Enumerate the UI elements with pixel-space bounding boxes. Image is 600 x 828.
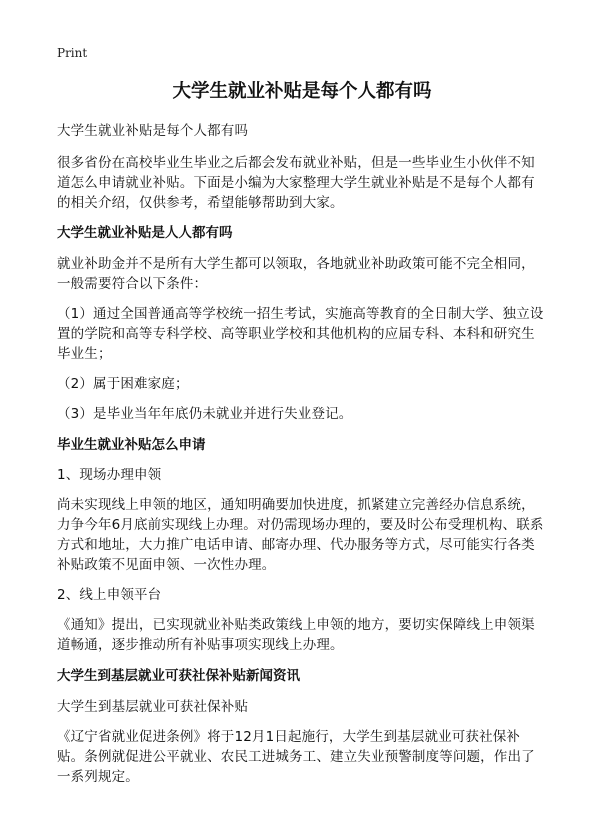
section-heading-application: 毕业生就业补贴怎么申请 [57, 437, 206, 453]
condition-item-1: （1）通过全国普通高等学校统一招生考试，实施高等教育的全日制大学、独立设置的学院和高等专科学校、高等职业学校和其他机构的应届专科、本科和研究生毕业生； [57, 306, 544, 362]
section-heading-news: 大学生到基层就业可获社保补贴新闻资讯 [57, 668, 300, 684]
news-paragraph: 《辽宁省就业促进条例》将于12月1日起施行，大学生到基层就业可获社保补贴。条例就促进公平就业、农民工进城务工、建立失业预警制度等问题，作出了一系列规定。 [57, 729, 535, 785]
intro-paragraph: 很多省份在高校毕业生毕业之后都会发布就业补贴，但是一些毕业生小伙伴不知道怎么申请就业补贴。下面是小编为大家整理大学生就业补贴是不是每个人都有的相关介绍，仅供参考，希望能够帮助到大家。 [57, 155, 535, 211]
condition-item-3: （3）是毕业当年年底仍未就业并进行失业登记。 [57, 406, 353, 422]
method-1-paragraph: 尚未实现线上申领的地区，通知明确要加快进度，抓紧建立完善经办信息系统，力争今年6月底前实现线上办理。对仍需现场办理的，要及时公布受理机构、联系方式和地址，大力推广电话申请、邮寄办理、代办服务等方式，尽可能实行各类补贴政策不见面申领、一次性办理。 [57, 497, 544, 573]
method-2-paragraph: 《通知》提出，已实现就业补贴类政策线上申领的地方，要切实保障线上申领渠道畅通，逐步推动所有补贴事项实现线上办理。 [57, 617, 535, 653]
method-1-title: 1、现场办理申领 [57, 467, 162, 483]
condition-item-2: （2）属于困难家庭； [57, 376, 189, 392]
page-title: 大学生就业补贴是每个人都有吗 [172, 81, 432, 102]
method-2-title: 2、线上申领平台 [57, 587, 162, 603]
news-title: 大学生到基层就业可获社保补贴 [57, 699, 249, 715]
eligibility-paragraph: 就业补助金并不是所有大学生都可以领取，各地就业补助政策可能不完全相同，一般需要符合以下条件： [57, 256, 535, 292]
article-subtitle: 大学生就业补贴是每个人都有吗 [57, 123, 249, 139]
article-body [57, 121, 547, 787]
section-heading-eligibility: 大学生就业补贴是人人都有吗 [57, 225, 233, 241]
print-label: Print [57, 46, 88, 60]
